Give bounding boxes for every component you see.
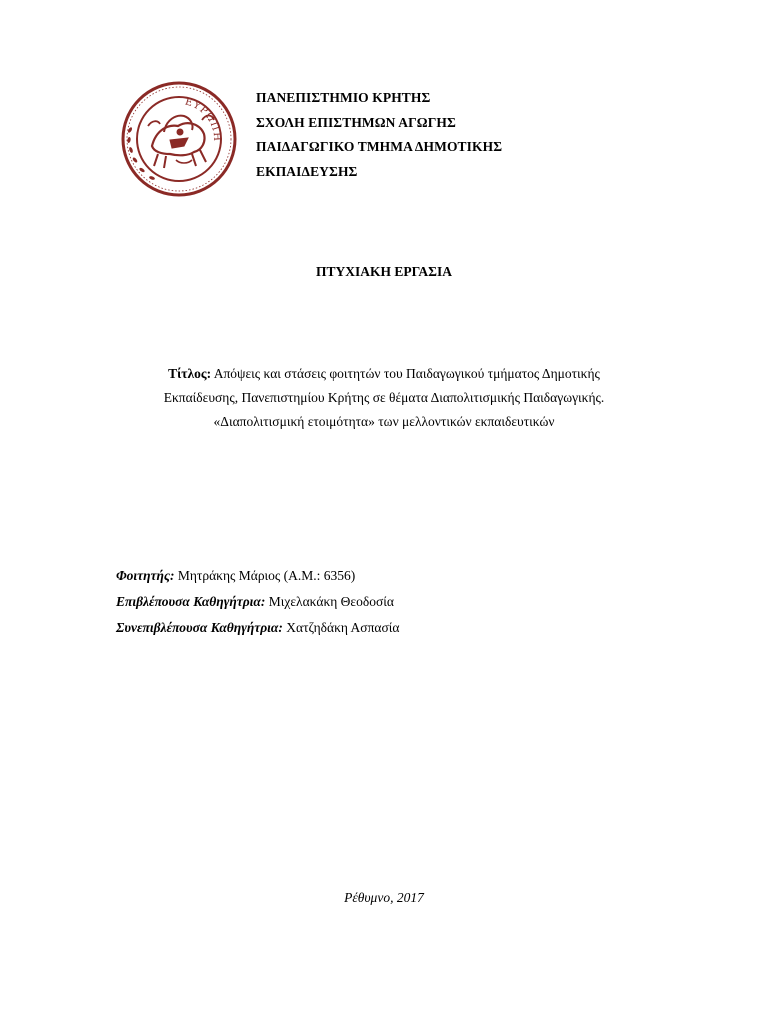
cosupervisor-value: Χατζηδάκη Ασπασία bbox=[282, 620, 400, 635]
supervisor-row bbox=[116, 589, 676, 615]
seal-ring-text: ΕΥΡΩΠΗ bbox=[183, 96, 223, 143]
title-text-1: Απόψεις και στάσεις φοιτητών του Παιδαγωγικού τμήματος Δημοτικής bbox=[211, 366, 600, 381]
header-line-department: ΠΑΙΔΑΓΩΓΙΚΟ ΤΜΗΜΑ ΔΗΜΟΤΙΚΗΣ bbox=[256, 139, 503, 154]
title-label: Τίτλος: bbox=[168, 366, 212, 381]
student-row bbox=[116, 563, 676, 589]
people-block bbox=[116, 563, 676, 641]
student-label: Φοιτητής: bbox=[116, 568, 175, 583]
title-line-2: Εκπαίδευσης, Πανεπιστημίου Κρήτης σε θέματα Διαπολιτισμικής Παιδαγωγικής. bbox=[163, 390, 605, 405]
cosupervisor-label: Συνεπιβλέπουσα Καθηγήτρια: bbox=[116, 620, 283, 635]
header-line-university: ΠΑΝΕΠΙΣΤΗΜΙΟ ΚΡΗΤΗΣ bbox=[256, 90, 431, 105]
header-line-school: ΣΧΟΛΗ ΕΠΙΣΤΗΜΩΝ ΑΓΩΓΗΣ bbox=[256, 114, 456, 130]
thesis-title-block bbox=[80, 362, 688, 434]
institution-header bbox=[256, 86, 696, 184]
cosupervisor-row bbox=[116, 615, 676, 641]
student-value: Μητράκης Μάριος (Α.Μ.: 6356) bbox=[174, 568, 356, 583]
supervisor-label: Επιβλέπουσα Καθηγήτρια: bbox=[116, 594, 266, 609]
header-line-department-cont: ΕΚΠΑΙΔΕΥΣΗΣ bbox=[256, 163, 358, 179]
place-date: Ρέθυμνο, 2017 bbox=[344, 890, 424, 905]
document-type-heading: ΠΤΥΧΙΑΚΗ ΕΡΓΑΣΙΑ bbox=[315, 264, 453, 279]
title-line-1 bbox=[80, 362, 688, 386]
title-line-3: «Διαπολιτισμική ετοιμότητα» των μελλοντικών εκπαιδευτικών bbox=[213, 414, 555, 429]
supervisor-value: Μιχελακάκη Θεοδοσία bbox=[265, 594, 394, 609]
university-seal-logo bbox=[118, 80, 240, 198]
